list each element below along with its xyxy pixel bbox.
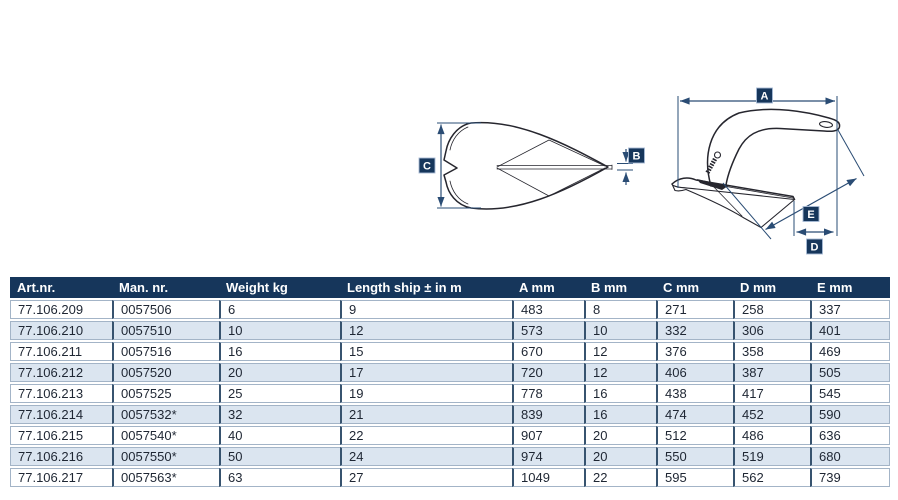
table-cell: 40 xyxy=(219,426,340,445)
column-header: Weight kg xyxy=(219,277,340,298)
table-row xyxy=(10,300,890,319)
table-cell: 474 xyxy=(656,405,733,424)
table-cell: 0057525 xyxy=(112,384,219,403)
table-cell: 22 xyxy=(340,426,512,445)
table-cell: 16 xyxy=(219,342,340,361)
anchor-front-view-drawing xyxy=(444,123,612,209)
table-cell: 505 xyxy=(810,363,890,382)
table-cell: 32 xyxy=(219,405,340,424)
spec-table-head xyxy=(10,277,890,298)
table-cell: 486 xyxy=(733,426,810,445)
table-cell: 271 xyxy=(656,300,733,319)
table-cell: 401 xyxy=(810,321,890,340)
dimension-letter-a: A xyxy=(760,90,769,103)
table-cell: 10 xyxy=(219,321,340,340)
table-cell: 550 xyxy=(656,447,733,466)
table-cell: 376 xyxy=(656,342,733,361)
table-row xyxy=(10,468,890,487)
table-cell: 974 xyxy=(512,447,584,466)
table-row xyxy=(10,405,890,424)
table-cell: 519 xyxy=(733,447,810,466)
table-cell: 6 xyxy=(219,300,340,319)
column-header: D mm xyxy=(733,277,810,298)
shackle-slot xyxy=(819,121,833,128)
table-cell: 1049 xyxy=(512,468,584,487)
table-cell: 9 xyxy=(340,300,512,319)
table-cell: 306 xyxy=(733,321,810,340)
table-cell: 387 xyxy=(733,363,810,382)
table-cell: 595 xyxy=(656,468,733,487)
column-header: Length ship ± in m xyxy=(340,277,512,298)
table-cell: 573 xyxy=(512,321,584,340)
spec-table-body xyxy=(10,300,890,487)
column-header: B mm xyxy=(584,277,656,298)
table-cell: 720 xyxy=(512,363,584,382)
table-cell: 417 xyxy=(733,384,810,403)
table-cell: 839 xyxy=(512,405,584,424)
table-cell: 12 xyxy=(584,363,656,382)
column-header: A mm xyxy=(512,277,584,298)
dimension-c xyxy=(419,123,481,208)
table-row xyxy=(10,426,890,445)
table-cell: 332 xyxy=(656,321,733,340)
table-cell: 63 xyxy=(219,468,340,487)
table-cell: 20 xyxy=(219,363,340,382)
table-cell: 0057506 xyxy=(112,300,219,319)
table-cell: 258 xyxy=(733,300,810,319)
table-cell: 77.106.213 xyxy=(10,384,112,403)
column-header: Man. nr. xyxy=(112,277,219,298)
table-cell: 636 xyxy=(810,426,890,445)
pin-ring xyxy=(715,152,721,158)
table-cell: 0057516 xyxy=(112,342,219,361)
table-cell: 358 xyxy=(733,342,810,361)
table-cell: 512 xyxy=(656,426,733,445)
table-header-row xyxy=(10,277,890,298)
table-cell: 438 xyxy=(656,384,733,403)
table-cell: 24 xyxy=(340,447,512,466)
dimension-b xyxy=(617,148,645,185)
table-cell: 22 xyxy=(584,468,656,487)
column-header: E mm xyxy=(810,277,890,298)
table-row xyxy=(10,342,890,361)
table-row xyxy=(10,384,890,403)
column-header: C mm xyxy=(656,277,733,298)
table-row xyxy=(10,363,890,382)
table-cell: 77.106.209 xyxy=(10,300,112,319)
table-cell: 77.106.210 xyxy=(10,321,112,340)
table-cell: 10 xyxy=(584,321,656,340)
table-cell: 670 xyxy=(512,342,584,361)
table-cell: 0057510 xyxy=(112,321,219,340)
table-cell: 77.106.214 xyxy=(10,405,112,424)
table-cell: 590 xyxy=(810,405,890,424)
table-cell: 12 xyxy=(340,321,512,340)
table-cell: 680 xyxy=(810,447,890,466)
table-cell: 778 xyxy=(512,384,584,403)
table-cell: 77.106.211 xyxy=(10,342,112,361)
table-cell: 20 xyxy=(584,447,656,466)
table-row xyxy=(10,321,890,340)
table-cell: 20 xyxy=(584,426,656,445)
table-cell: 0057520 xyxy=(112,363,219,382)
dimension-letter-c: C xyxy=(423,160,431,173)
table-cell: 562 xyxy=(733,468,810,487)
dimension-letter-d: D xyxy=(810,241,819,254)
table-cell: 469 xyxy=(810,342,890,361)
table-cell: 27 xyxy=(340,468,512,487)
spec-table-container xyxy=(10,275,890,489)
column-header: Art.nr. xyxy=(10,277,112,298)
table-cell: 21 xyxy=(340,405,512,424)
table-cell: 77.106.212 xyxy=(10,363,112,382)
table-cell: 406 xyxy=(656,363,733,382)
table-cell: 907 xyxy=(512,426,584,445)
table-cell: 16 xyxy=(584,405,656,424)
table-cell: 337 xyxy=(810,300,890,319)
table-cell: 739 xyxy=(810,468,890,487)
table-cell: 17 xyxy=(340,363,512,382)
table-cell: 77.106.215 xyxy=(10,426,112,445)
table-cell: 0057563* xyxy=(112,468,219,487)
table-cell: 77.106.217 xyxy=(10,468,112,487)
table-cell: 12 xyxy=(584,342,656,361)
table-cell: 77.106.216 xyxy=(10,447,112,466)
table-cell: 25 xyxy=(219,384,340,403)
table-cell: 8 xyxy=(584,300,656,319)
table-cell: 0057550* xyxy=(112,447,219,466)
table-cell: 15 xyxy=(340,342,512,361)
dimension-letter-b: B xyxy=(632,150,641,163)
table-cell: 0057532* xyxy=(112,405,219,424)
table-cell: 452 xyxy=(733,405,810,424)
table-cell: 545 xyxy=(810,384,890,403)
table-cell: 0057540* xyxy=(112,426,219,445)
spec-table xyxy=(10,275,890,489)
table-cell: 483 xyxy=(512,300,584,319)
table-cell: 50 xyxy=(219,447,340,466)
table-cell: 16 xyxy=(584,384,656,403)
dimension-letter-e: E xyxy=(807,209,815,221)
table-row xyxy=(10,447,890,466)
table-cell: 19 xyxy=(340,384,512,403)
